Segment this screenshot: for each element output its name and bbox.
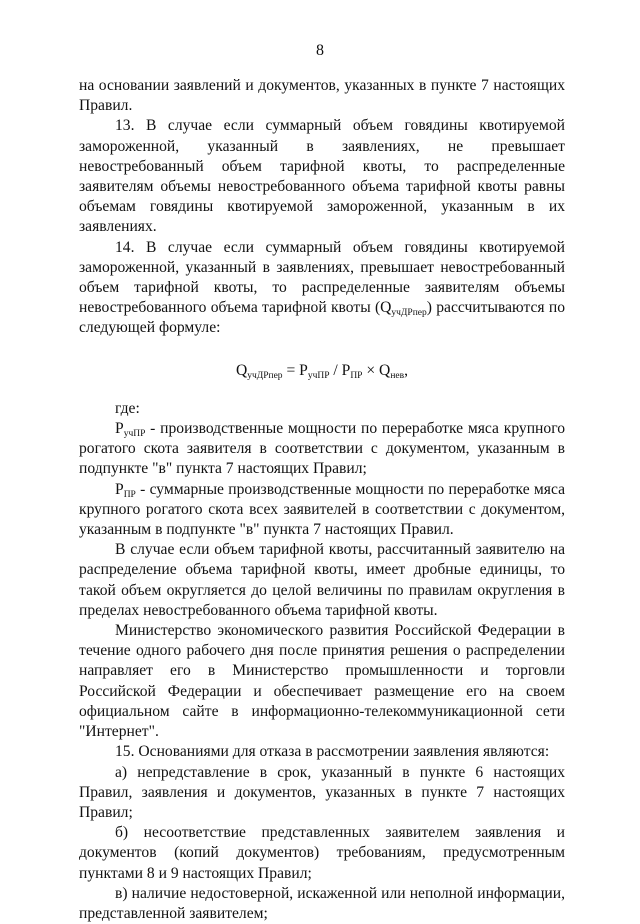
paragraph-15-b: б) несоответствие представленных заявителем заявления и документов (копий документов) требованиям, предусмотренным пунктами 8 и 9 настоящих Правил; [79,824,565,882]
page-number: 8 [316,42,324,59]
paragraph-13: 13. В случае если суммарный объем говядины квотируемой замороженной, указанный в заявлениях, не превышает невостребованный объем тарифной квоты, то распределенные заявителям объемы невостребованного объема тарифной квоты равны объемам говядины квотируемой замороженной, указанным в их заявлениях. [79,117,565,236]
definition-p-uchpr [79,419,565,480]
formula-div: / P [329,361,351,379]
paragraph-14-subscript: учДРпер [391,308,427,319]
def1-symbol: P [115,420,124,438]
definition-p-pr [79,480,565,541]
def2-symbol: P [115,480,124,498]
distribution-formula [79,361,565,381]
formula-p1-sub: учПР [307,370,330,381]
document-body [79,76,565,924]
def1-subscript: учПР [123,429,146,440]
def1-text: - производственные мощности по переработке мяса крупного рогатого скота заявителя в соответствии с документом, указанным в подпункте "в" пункта 7 настоящих Правил; [79,420,565,478]
formula-q: Q [235,361,248,379]
paragraph-continuation: на основании заявлений и документов, указанных в пункте 7 настоящих Правил. [79,77,565,115]
paragraph-15-c: в) наличие недостоверной, искаженной или неполной информации, представленной заявителем; [79,884,565,922]
formula-q2-sub: нев [390,370,405,381]
def2-subscript: ПР [123,489,136,500]
paragraph-14 [79,238,565,339]
paragraph-15-a: а) непредставление в срок, указанный в пункте 6 настоящих Правил, заявления и документов, указанных в пункте 7 настоящих Правил; [79,763,565,821]
paragraph-14-text: 14. В случае если суммарный объем говядины квотируемой замороженной, указанный в заявлениях, превышает невостребованный объем тарифной квоты, то распределенные заявителям объемы невостребованного объема тарифной квоты (Q [79,238,565,317]
paragraph-15: 15. Основаниями для отказа в рассмотрении заявления являются: [115,743,550,761]
formula-p2-sub: ПР [350,370,363,381]
paragraph-rounding: В случае если объем тарифной квоты, рассчитанный заявителю на распределение объема тарифной квоты, имеет дробные единицы, то такой объем округляется до целой величины по правилам округления в пределах невостребованного объема тарифной квоты. [79,541,565,619]
formula-times: × Q [362,361,391,379]
formula-end: , [404,361,409,379]
where-label: где: [115,399,140,417]
formula-q-sub: учДРпер [247,370,283,381]
def2-text: - суммарные производственные мощности по переработке мяса крупного рогатого скота всех заявителей в соответствии с документом, указанным в подпункте "в" пункта 7 настоящих Правил. [79,480,565,539]
paragraph-ministry: Министерство экономического развития Российской Федерации в течение одного рабочего дня после принятия решения о распределении направляет его в Министерство промышленности и торговли Российской Федерации и обеспечивает размещение его на своем официальном сайте в информационно-телекоммуникационной сети "Интернет". [79,622,565,741]
formula-eq: = P [282,361,308,379]
paragraph-14-tail: ) рассчитываются по следующей формуле: [79,299,565,337]
